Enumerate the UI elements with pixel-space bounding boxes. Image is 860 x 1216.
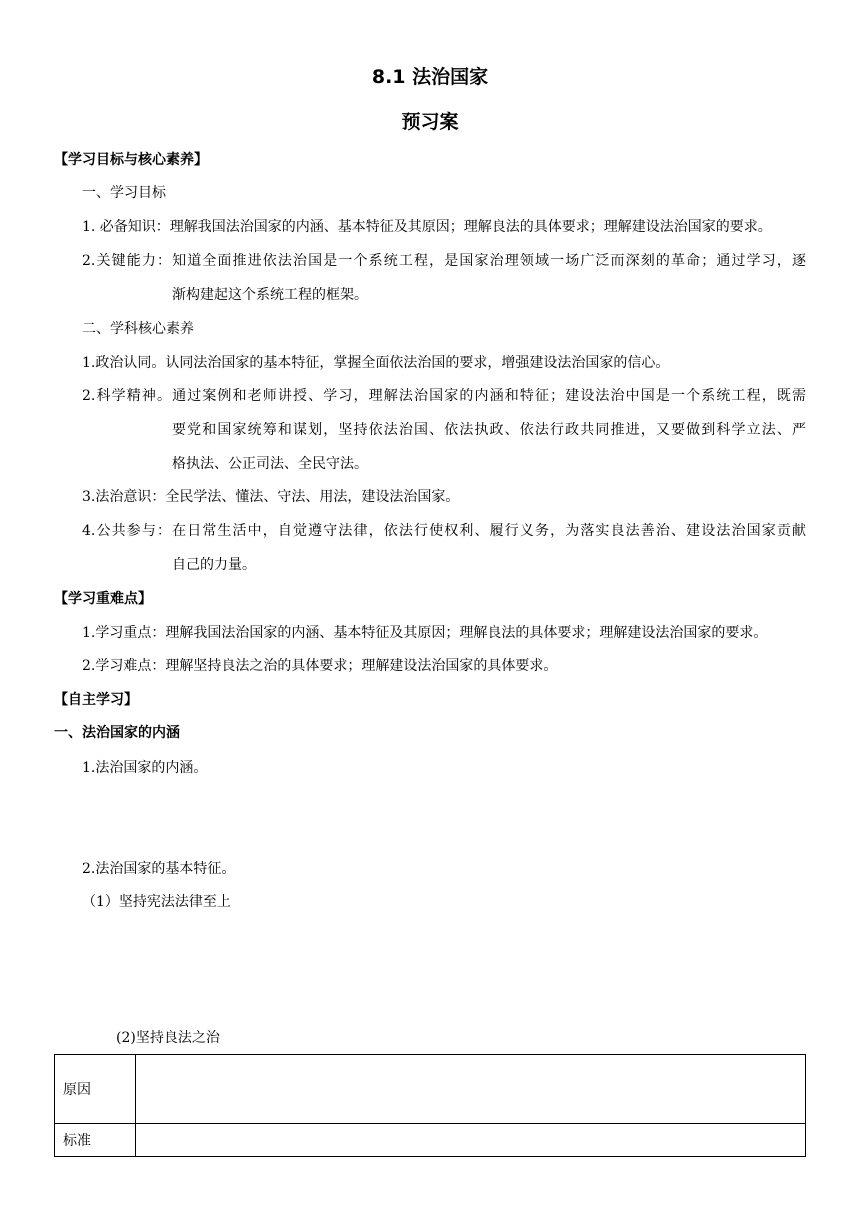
goals-subheading-2: 二、学科核心素养 bbox=[82, 321, 194, 337]
goals-subheading-1: 一、学习目标 bbox=[82, 185, 166, 201]
goals-item-2-line-1: 2.关键能力：知道全面推进依法治国是一个系统工程，是国家治理领域一场广泛而深刻的革命；通过学习，逐 bbox=[82, 253, 806, 269]
goals-item-2-line-2: 渐构建起这个系统工程的框架。 bbox=[172, 287, 368, 303]
good-law-table bbox=[54, 1054, 806, 1157]
goals-item-1: 1. 必备知识：理解我国法治国家的内涵、基本特征及其原因；理解良法的具体要求；理解建设法治国家的要求。 bbox=[82, 219, 772, 235]
core-item-2-line-1: 2.科学精神。通过案例和老师讲授、学习，理解法治国家的内涵和特征；建设法治中国是一个系统工程，既需 bbox=[82, 388, 806, 404]
doc-subtitle: 预习案 bbox=[401, 111, 459, 133]
self-study-heading: 【自主学习】 bbox=[54, 692, 138, 708]
key-points-heading: 【学习重难点】 bbox=[54, 591, 152, 607]
table-row bbox=[55, 1124, 806, 1157]
core-item-1: 1.政治认同。认同法治国家的基本特征，掌握全面依法治国的要求，增强建设法治国家的信心。 bbox=[82, 355, 670, 371]
key-point-2: 2.学习难点：理解坚持良法之治的具体要求；理解建设法治国家的具体要求。 bbox=[82, 658, 558, 674]
core-item-2-line-2: 要党和国家统筹和谋划，坚持依法治国、依法执政、依法行政共同推进，又要做到科学立法、严 bbox=[172, 422, 806, 438]
part-1-sub-1: （1）坚持宪法法律至上 bbox=[82, 894, 231, 910]
table-row bbox=[55, 1055, 806, 1124]
table-cell-reason-answer[interactable] bbox=[136, 1055, 806, 1124]
goals-heading: 【学习目标与核心素养】 bbox=[54, 152, 208, 168]
core-item-4-line-2: 自己的力量。 bbox=[172, 557, 256, 573]
core-item-3: 3.法治意识：全民学法、懂法、守法、用法，建设法治国家。 bbox=[82, 489, 460, 505]
table-cell-standard-answer[interactable] bbox=[136, 1124, 806, 1157]
key-point-1: 1.学习重点：理解我国法治国家的内涵、基本特征及其原因；理解良法的具体要求；理解建设法治国家的要求。 bbox=[82, 625, 768, 641]
table-cell-reason-label: 原因 bbox=[55, 1055, 136, 1124]
part-1-heading: 一、法治国家的内涵 bbox=[54, 725, 180, 741]
doc-title: 8.1 法治国家 bbox=[371, 66, 489, 88]
core-item-4-line-1: 4.公共参与：在日常生活中，自觉遵守法律，依法行使权利、履行义务，为落实良法善治、建设法治国家贡献 bbox=[82, 523, 806, 539]
table-cell-standard-label: 标准 bbox=[55, 1124, 136, 1157]
part-1-item-1: 1.法治国家的内涵。 bbox=[82, 760, 208, 776]
part-1-sub-2: (2)坚持良法之治 bbox=[116, 1030, 220, 1046]
part-1-item-2: 2.法治国家的基本特征。 bbox=[82, 861, 236, 877]
core-item-2-line-3: 格执法、公正司法、全民守法。 bbox=[172, 456, 368, 472]
